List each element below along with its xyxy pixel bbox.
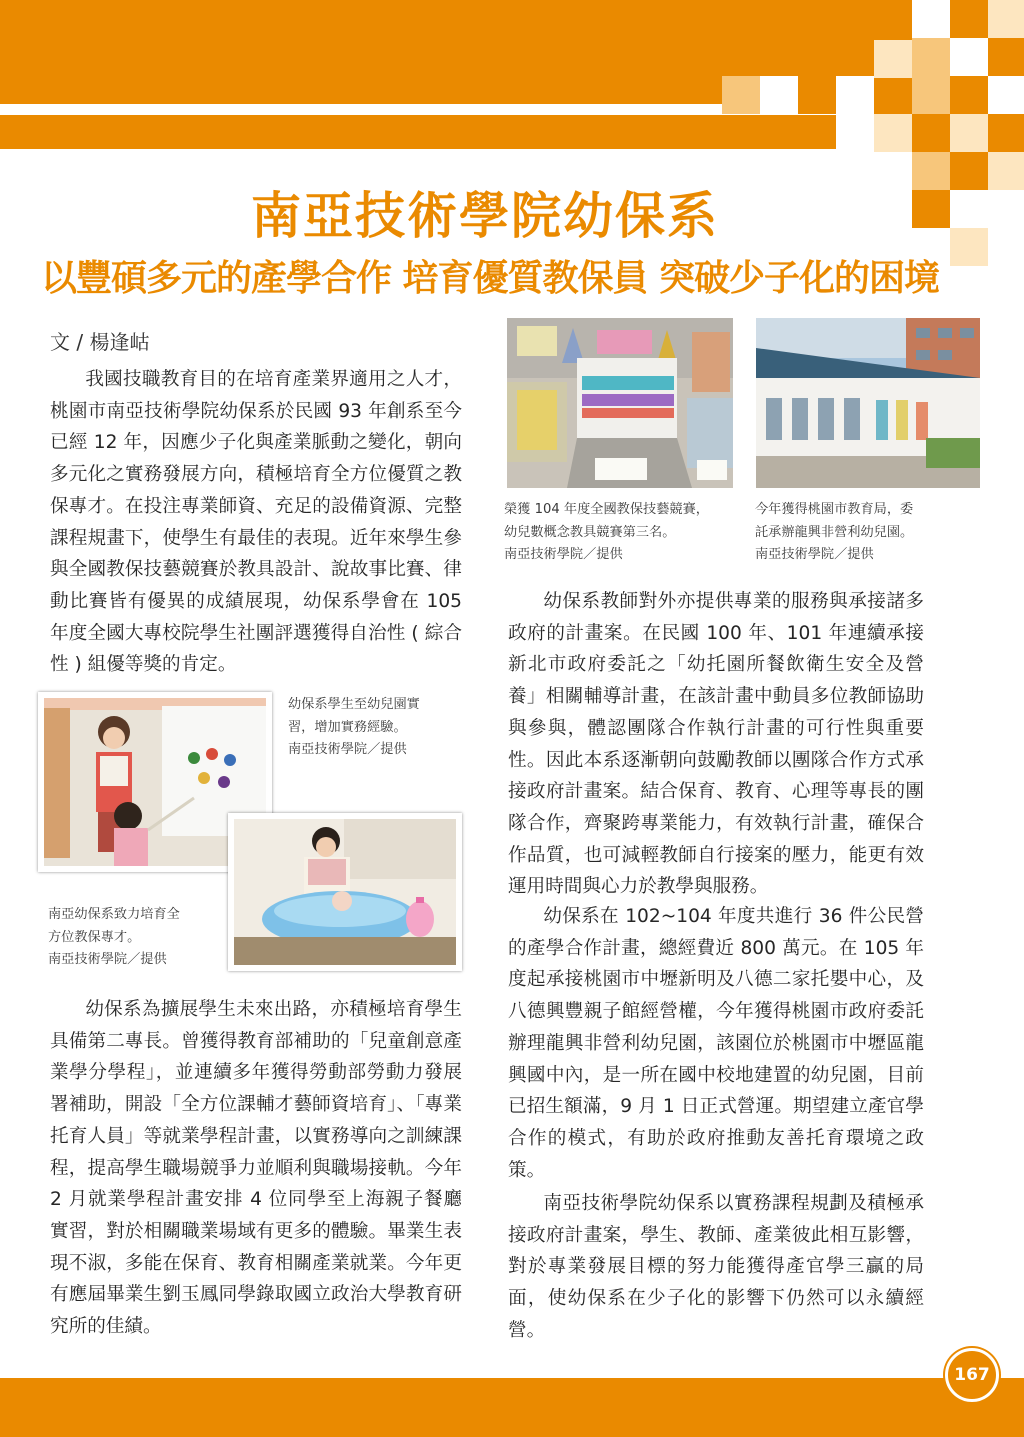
deco-square bbox=[912, 38, 950, 76]
caption-credit: 南亞技術學院／提供 bbox=[504, 547, 623, 562]
deco-square bbox=[912, 76, 950, 114]
deco-square bbox=[988, 114, 1024, 152]
caption-internship bbox=[288, 694, 468, 762]
caption-line: 今年獲得桃園市教育局，委 bbox=[755, 502, 914, 517]
deco-square bbox=[798, 76, 836, 114]
deco-square bbox=[874, 40, 912, 78]
deco-square bbox=[912, 114, 950, 152]
deco-square bbox=[988, 152, 1024, 190]
deco-square bbox=[988, 76, 1024, 114]
deco-square bbox=[836, 76, 874, 114]
article-paragraph: 幼保系在 102~104 年度共進行 36 件公民營的產學合作計畫，總經費近 800 萬元。在 105 年度起承接桃園市中壢新明及八德二家托嬰中心，及八德興豐親子館經營權，今年獲得桃園市政府委託辦理龍興非營利幼兒園，該園位於桃園市中壢區龍興國中內，是一所在國中校地建置的幼兒園，目前已招生額滿，9 月 1 日正式營運。期望建立產官學合作的模式，有助於政府推動友善托育環境之政策。 bbox=[508, 906, 924, 1181]
deco-square bbox=[912, 0, 950, 38]
page-number: 167 bbox=[945, 1348, 999, 1402]
photo-award-teaching-aid bbox=[507, 318, 733, 488]
deco-square bbox=[836, 114, 874, 152]
photo-kindergarten-building bbox=[756, 318, 980, 488]
article-paragraph: 幼保系為擴展學生未來出路，亦積極培育學生具備第二專長。曾獲得教育部補助的「兒童創意產業學分學程」，並連續多年獲得勞動部勞動力發展署補助，開設「全方位課輔才藝師資培育」、「專業托育人員」等就業學程計畫，以實務導向之訓練課程，提高學生職場競爭力並順利與職場接軌。今年 2 月就業學程計畫安排 4 位同學至上海親子餐廳實習，對於相關職業場域有更多的體驗。畢業生表現不淑，多能在保育、教育相關產業就業。今年更有應屆畢業生劉玉鳳同學錄取國立政治大學教育研究所的佳績。 bbox=[50, 999, 462, 1338]
deco-square bbox=[874, 78, 912, 116]
caption-line: 方位教保專才。 bbox=[48, 929, 141, 945]
caption-line: 幼兒數概念教具競賽第三名。 bbox=[504, 524, 676, 540]
caption-credit: 南亞技術學院／提供 bbox=[755, 547, 874, 562]
caption-line: 南亞幼保系致力培育全 bbox=[48, 907, 180, 922]
caption-line: 習，增加實務經驗。 bbox=[288, 719, 407, 735]
deco-square bbox=[988, 38, 1024, 76]
deco-square bbox=[722, 76, 760, 114]
caption-award bbox=[504, 499, 744, 567]
photo-baby-bath-practice bbox=[228, 813, 462, 971]
page-subtitle: 以豐碩多元的產學合作 培育優質教保員 突破少子化的困境 bbox=[40, 258, 940, 299]
article-paragraph: 幼保系教師對外亦提供專業的服務與承接諸多政府的計畫案。在民國 100 年、101 年連續承接新北市政府委託之「幼托園所餐飲衛生安全及營養」相關輔導計畫，在該計畫中動員多位教師協助與參與，體認團隊合作執行計畫的可行性與重要性。因此本系逐漸朝向鼓勵教師以團隊合作方式承接政府計畫案。結合保育、教育、心理等專長的團隊合作，齊聚跨專業能力，有效執行計畫，確保合作品質，也可減輕教師自行接案的壓力，能更有效運用時間與心力於教學與服務。 bbox=[508, 591, 924, 898]
page-title: 南亞技術學院幼保系 bbox=[251, 187, 719, 245]
deco-square bbox=[950, 38, 988, 76]
caption-building bbox=[755, 499, 985, 567]
caption-all-round-training bbox=[48, 904, 228, 972]
caption-credit: 南亞技術學院／提供 bbox=[48, 952, 167, 967]
article-paragraph: 南亞技術學院幼保系以實務課程規劃及積極承接政府計畫案，學生、教師、產業彼此相互影響，對於專業發展目標的努力能獲得產官學三贏的局面，使幼保系在少子化的影響下仍然可以永續經營。 bbox=[508, 1193, 924, 1341]
header-band-secondary bbox=[0, 115, 930, 149]
caption-line: 幼保系學生至幼兒園實 bbox=[288, 697, 420, 712]
caption-line: 託承辦龍興非營利幼兒園。 bbox=[755, 524, 914, 540]
footer-band bbox=[0, 1378, 1024, 1437]
deco-square bbox=[874, 114, 912, 152]
author-byline: 文 / 楊逢岵 bbox=[50, 330, 150, 354]
deco-square bbox=[988, 0, 1024, 38]
deco-square bbox=[950, 114, 988, 152]
article-paragraph: 我國技職教育目的在培育產業界適用之人才，桃園市南亞技術學院幼保系於民國 93 年創系至今已經 12 年，因應少子化與產業脈動之變化，朝向多元化之實務發展方向，積極培育全方位優質之教保專才。在投注專業師資、充足的設備資源、完整課程規畫下，使學生有最佳的表現。近年來學生參與全國教保技藝競賽於教具設計、說故事比賽、律動比賽皆有優異的成績展現，幼保系學會在 105 年度全國大專校院學生社團評選獲得自治性 ( 綜合性 ) 組優等獎的肯定。 bbox=[50, 369, 462, 676]
deco-square bbox=[760, 76, 798, 114]
deco-square bbox=[950, 76, 988, 114]
deco-square bbox=[950, 0, 988, 38]
caption-line: 榮獲 104 年度全國教保技藝競賽， bbox=[504, 502, 709, 517]
caption-credit: 南亞技術學院／提供 bbox=[288, 742, 407, 757]
